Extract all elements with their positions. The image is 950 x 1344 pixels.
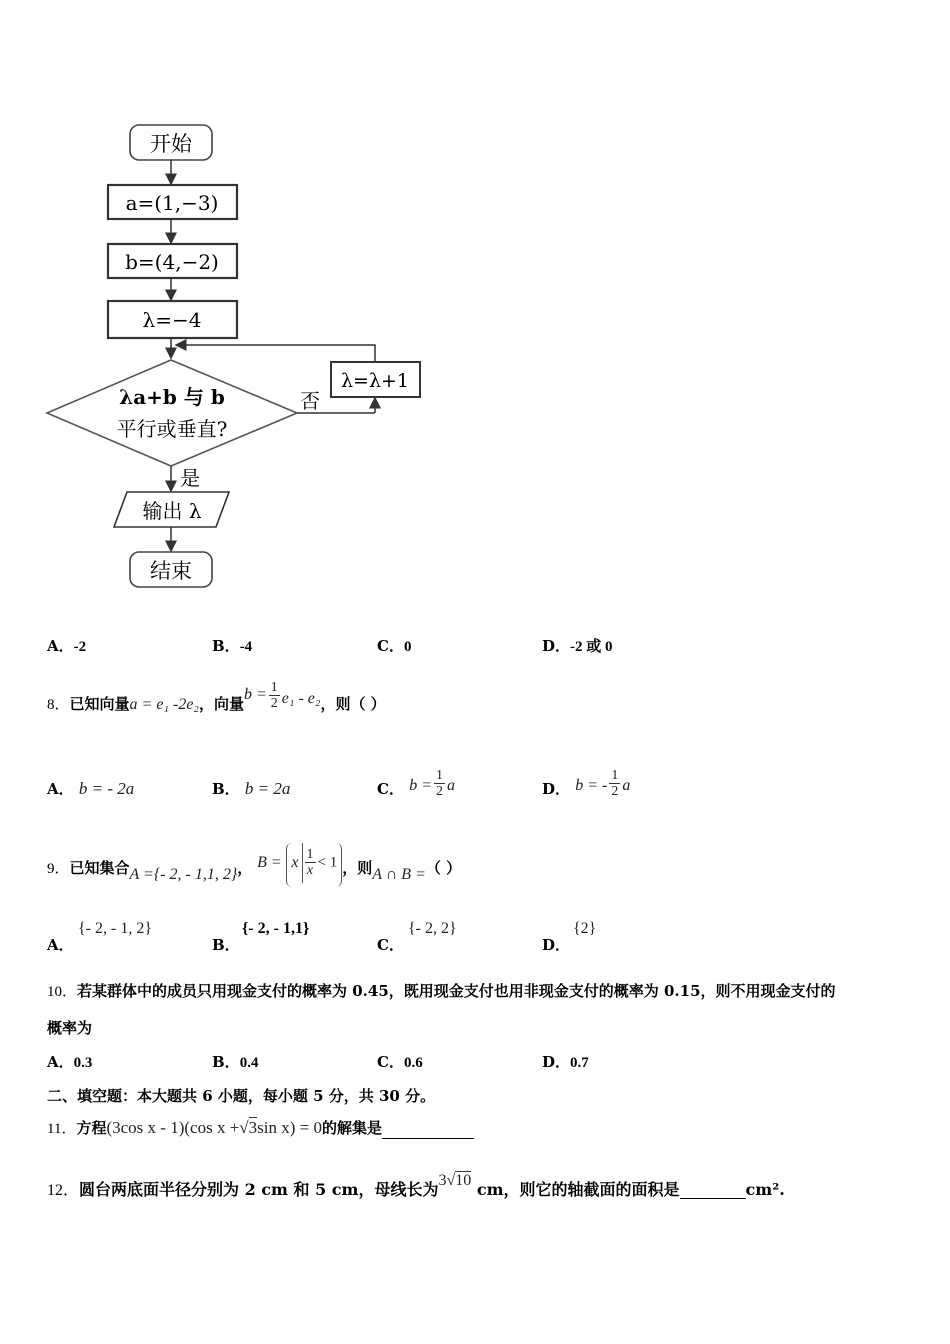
flow-step-b-label: b=(4,−2)	[125, 250, 219, 274]
q7-option-a[interactable]: A．-2	[47, 637, 87, 655]
q12-radical: 3√10	[438, 1172, 472, 1189]
question-12: 12．圆台两底面半径分别为 2 cm 和 5 cm，母线长为3√10 cm，则它的轴截面的面积是 cm².	[47, 1172, 785, 1199]
q12-number: 12．	[47, 1182, 80, 1199]
q9-set-b: x $\frac{1}{x}$ < 1	[286, 843, 342, 887]
q9-option-d-value: {2}	[573, 920, 597, 937]
q9-options	[0, 918, 950, 954]
q8-number: 8．	[47, 697, 70, 713]
q8-option-b[interactable]: B． b = 2a	[212, 779, 291, 798]
flow-yes-label: 是	[180, 466, 200, 490]
q12-answer-blank[interactable]	[680, 1180, 746, 1199]
flowchart	[0, 0, 950, 600]
q9-option-a[interactable]: A．	[47, 936, 74, 954]
q10-option-b[interactable]: B．0.4	[212, 1053, 259, 1071]
q9-number: 9．	[47, 861, 70, 877]
flow-output-label: 输出 λ	[142, 499, 202, 523]
q10-option-c[interactable]: C．0.6	[377, 1053, 423, 1071]
q8-vec-a: a = e₁ -2e₂	[129, 696, 199, 713]
q8-option-d[interactable]: D． b = - $\frac{1}{2}$ a	[542, 768, 631, 799]
flow-decision-line1: λa+b 与 b	[119, 385, 225, 409]
q9-option-b-value: {- 2, - 1,1}	[242, 920, 310, 937]
q7-option-b[interactable]: B．-4	[212, 637, 253, 655]
q8-option-a[interactable]: A． b = - 2a	[47, 779, 135, 798]
flow-step-a-label: a=(1,−3)	[125, 191, 219, 215]
q10-option-d[interactable]: D．0.7	[542, 1053, 589, 1071]
q11-equation: (3cos x - 1)(cos x +√3sin x) = 0	[106, 1118, 322, 1137]
q11-answer-blank[interactable]	[382, 1120, 474, 1139]
question-10: 10．若某群体中的成员只用现金支付的概率为 0.45，既用现金支付也用非现金支付的概率为 0.15，则不用现金支付的	[47, 982, 836, 1000]
q9-option-b[interactable]: B．	[212, 936, 240, 954]
flow-start-label: 开始	[150, 132, 192, 156]
flow-loop-label: λ=λ+1	[340, 370, 410, 392]
q7-option-c[interactable]: C．0	[377, 637, 412, 655]
q11-number: 11．	[47, 1121, 77, 1137]
flow-step-lambda-label: λ=−4	[142, 308, 202, 332]
q8-vec-b-lhs: b =	[244, 686, 267, 703]
flow-end-label: 结束	[150, 559, 192, 583]
q10-number: 10．	[47, 984, 78, 1000]
q9-option-d[interactable]: D．	[542, 936, 571, 954]
q10-option-a[interactable]: A．0.3	[47, 1053, 93, 1071]
section-2-heading: 二、填空题：本大题共 6 小题，每小题 5 分，共 30 分。	[47, 1087, 436, 1105]
question-8: 8．已知向量a = e₁ -2e₂，向量b = $\frac{1}{2}$ e₁ - e₂，则（ ）	[47, 680, 386, 713]
q7-option-d[interactable]: D．-2 或 0	[542, 637, 613, 655]
q10-line2: 概率为	[47, 1019, 93, 1037]
q9-set-a: A ={- 2, - 1,1, 2}	[129, 866, 238, 883]
q9-option-c-value: {- 2, 2}	[408, 920, 457, 937]
q9-option-c[interactable]: C．	[377, 936, 404, 954]
q10-options	[0, 1051, 950, 1081]
flow-no-label: 否	[300, 389, 320, 413]
flow-decision-diamond	[47, 360, 297, 466]
question-11: 11．方程(3cos x - 1)(cos x +√3sin x) = 0的解集是	[47, 1110, 474, 1146]
q9-option-a-value: {- 2, - 1, 2}	[78, 920, 153, 937]
q7-options	[0, 635, 950, 665]
q9-intersection: A ∩ B =	[372, 866, 426, 883]
q8-half-fraction: $\frac{1}{2}$	[270, 680, 278, 711]
question-9: 9．已知集合A ={- 2, - 1,1, 2}， B = x $\frac{1}{x}$ < 1 ，则A ∩ B =（ ）	[47, 838, 461, 888]
flow-decision-line2: 平行或垂直?	[116, 417, 228, 441]
q8-options	[0, 750, 950, 800]
q8-option-c[interactable]: C． b = $\frac{1}{2}$ a	[377, 768, 455, 799]
